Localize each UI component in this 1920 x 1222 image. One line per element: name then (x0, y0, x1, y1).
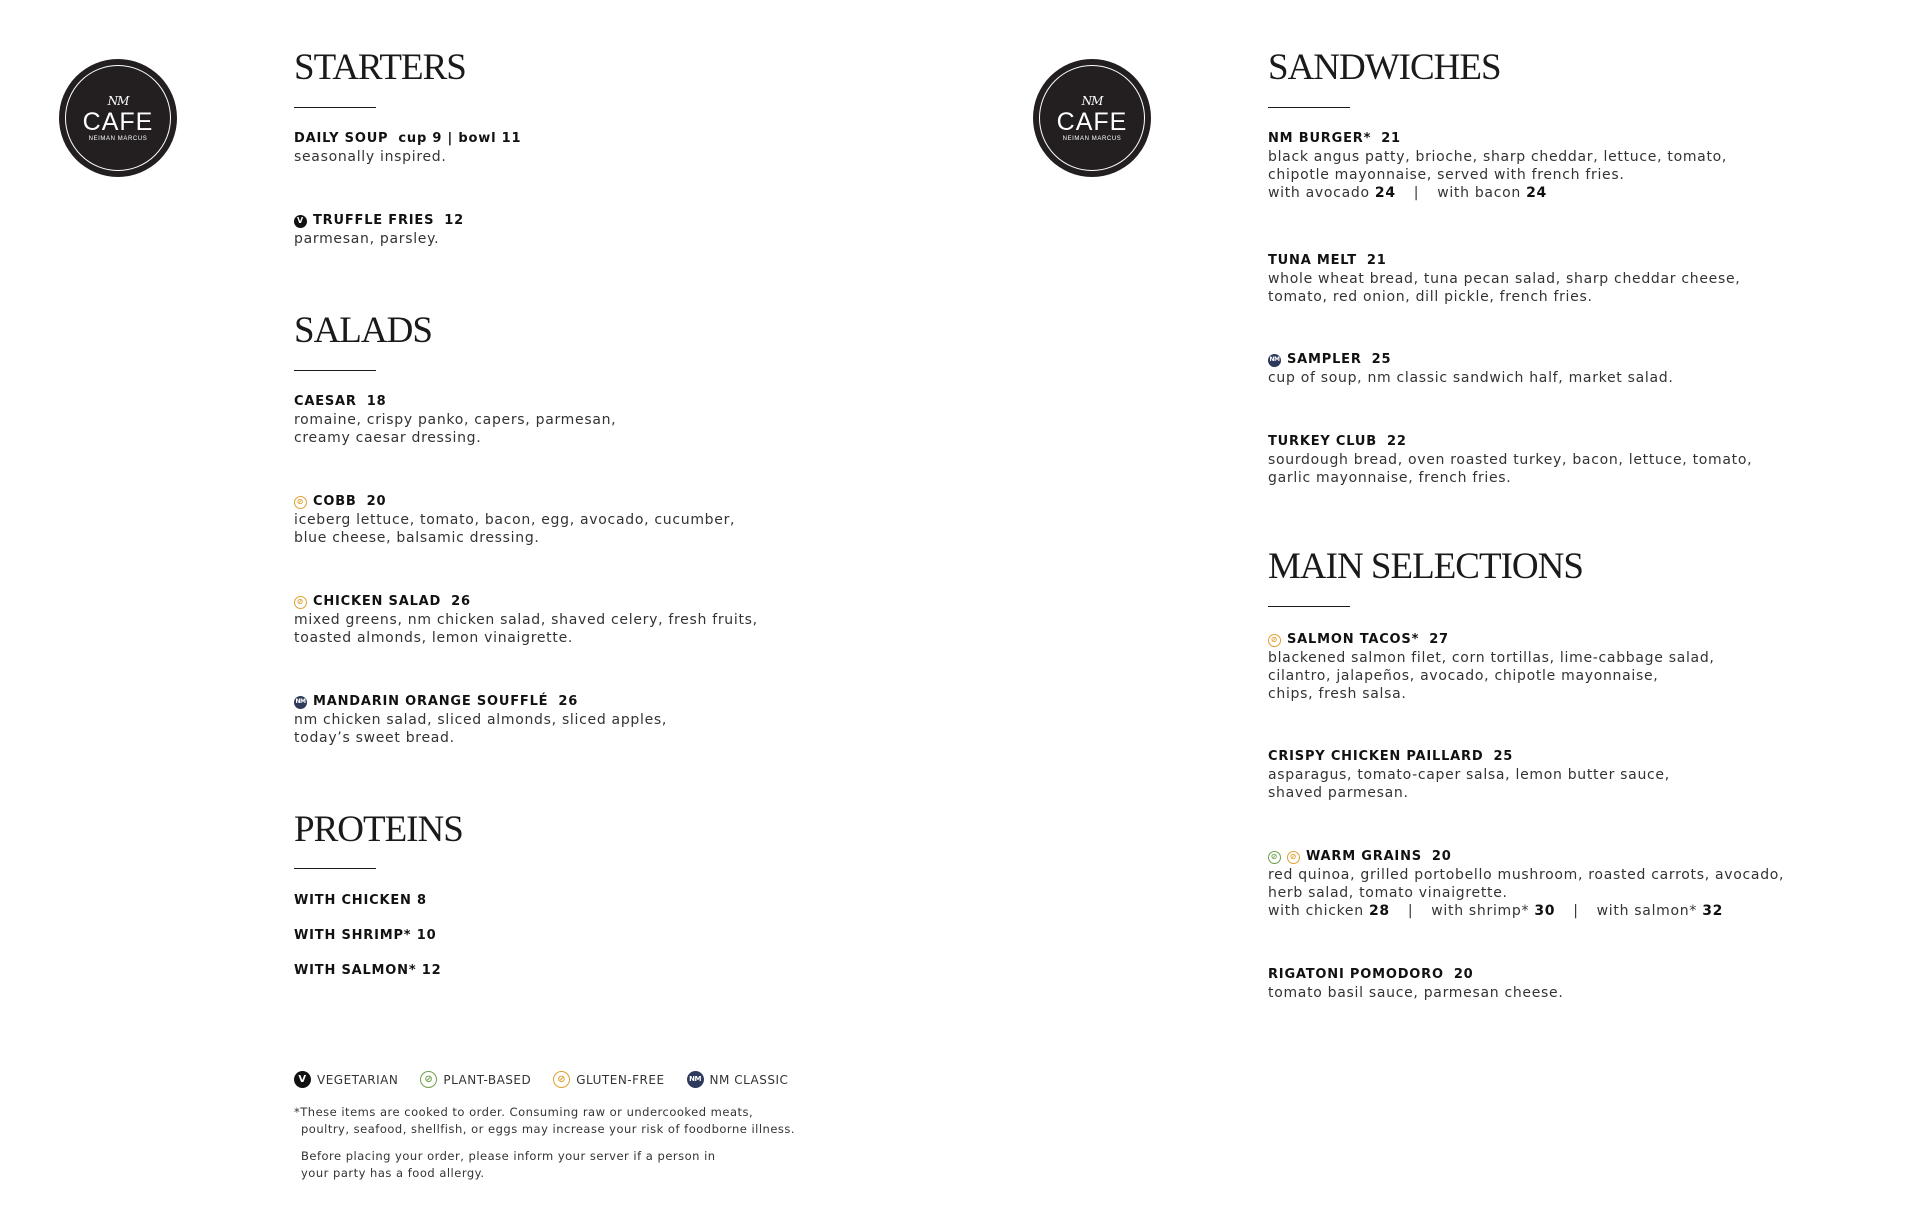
gluten-free-icon: ⊘ (553, 1071, 570, 1088)
menu-item-price: 25 (1371, 352, 1392, 367)
nm-classic-icon: NM (1268, 354, 1281, 367)
nm-classic-icon: NM (687, 1071, 704, 1088)
nm-classic-icon: NM (294, 696, 307, 709)
menu-item-name: COBB (313, 494, 357, 509)
protein-item: WITH CHICKEN 8 (294, 893, 427, 908)
menu-item-heading (1268, 252, 1740, 270)
menu-item-description: tomato, red onion, dill pickle, french fries. (1268, 289, 1593, 305)
starters-title: STARTERS (294, 47, 466, 88)
menu-item-name: NM BURGER* (1268, 131, 1372, 146)
menu-item (1268, 848, 1784, 920)
menu-item-price: 21 (1381, 131, 1401, 146)
legend-vegetarian: V VEGETARIAN (294, 1071, 398, 1088)
logo-ring (1039, 65, 1145, 171)
plant-based-icon: ⊘ (420, 1071, 437, 1088)
logo-monogram: NM (1081, 93, 1103, 108)
menu-item-price: 12 (444, 213, 464, 228)
addon-price: 24 (1374, 185, 1396, 201)
allergy-notice: Before placing your order, please inform your server if a person in your party has a food allergy. (301, 1149, 716, 1180)
addon-separator: | (1573, 903, 1579, 919)
menu-item-description: herb salad, tomato vinaigrette. (1268, 885, 1508, 901)
logo-word: CAFE (82, 107, 154, 136)
legend-plant-based: ⊘ PLANT-BASED (420, 1071, 531, 1088)
menu-item-name: TURKEY CLUB (1268, 434, 1377, 449)
logo-monogram: NM (107, 93, 129, 108)
menu-item-description: nm chicken salad, sliced almonds, sliced apples, (294, 712, 668, 728)
menu-item-name: CRISPY CHICKEN PAILLARD (1268, 749, 1484, 764)
menu-item-heading (1268, 848, 1784, 866)
menu-item-description: mixed greens, nm chicken salad, shaved celery, fresh fruits, (294, 612, 758, 628)
menu-item-price: 22 (1386, 434, 1407, 449)
addon-price: 30 (1534, 903, 1556, 919)
menu-item-description: chipotle mayonnaise, served with french fries. (1268, 167, 1625, 183)
menu-item-name: TRUFFLE FRIES (313, 213, 435, 228)
addon-price: 24 (1526, 185, 1547, 201)
menu-item-heading (1268, 631, 1715, 649)
logo-subtitle: NEIMAN MARCUS (88, 135, 148, 142)
menu-item-name: WARM GRAINS (1306, 849, 1422, 864)
menu-item-name: CAESAR (294, 394, 357, 409)
menu-item-heading (294, 693, 667, 711)
menu-item-description: cilantro, jalapeños, avocado, chipotle mayonnaise, (1268, 668, 1659, 684)
sandwiches-divider (1268, 107, 1350, 108)
logo-word: CAFE (1056, 107, 1128, 136)
menu-item-heading (1268, 130, 1727, 148)
menu-item-addons (1268, 902, 1784, 920)
menu-item-name: MANDARIN ORANGE SOUFFLÉ (313, 694, 549, 709)
menu-item-heading (294, 130, 521, 148)
menu-item (294, 493, 735, 547)
menu-item (1268, 631, 1715, 703)
menu-item-description: romaine, crispy panko, capers, parmesan, (294, 412, 617, 428)
menu-item-price: 18 (366, 394, 387, 409)
logo-subtitle: NEIMAN MARCUS (1062, 135, 1122, 142)
addon-label: with chicken (1268, 903, 1364, 919)
menu-item-heading (1268, 433, 1752, 451)
addon-label: with avocado (1268, 185, 1370, 201)
mains-title: MAIN SELECTIONS (1268, 546, 1583, 587)
menu-item-name: DAILY SOUP (294, 131, 389, 146)
menu-item (1268, 130, 1727, 202)
legend-gluten-free: ⊘ GLUTEN-FREE (553, 1071, 664, 1088)
menu-item-name: TUNA MELT (1268, 253, 1357, 268)
menu-item-description: creamy caesar dressing. (294, 430, 482, 446)
salads-title: SALADS (294, 310, 432, 351)
menu-item-name: RIGATONI POMODORO (1268, 967, 1444, 982)
menu-item-description: chips, fresh salsa. (1268, 686, 1407, 702)
addon-label: with bacon (1437, 185, 1521, 201)
menu-item-price: 20 (366, 494, 387, 509)
gluten-free-icon: ⊘ (1268, 634, 1281, 647)
menu-item-price: 20 (1453, 967, 1474, 982)
cafe-logo-left (59, 59, 177, 177)
menu-item-price: 27 (1429, 632, 1449, 647)
menu-item-description: shaved parmesan. (1268, 785, 1409, 801)
menu-item (294, 130, 521, 166)
addon-separator: | (1407, 903, 1414, 919)
protein-item: WITH SALMON* 12 (294, 963, 442, 978)
menu-item (1268, 252, 1740, 306)
menu-item-heading (294, 393, 616, 411)
menu-item-name: SAMPLER (1287, 352, 1362, 367)
menu-item (1268, 748, 1670, 802)
menu-item-description: whole wheat bread, tuna pecan salad, sharp cheddar cheese, (1268, 271, 1741, 287)
menu-item-description: red quinoa, grilled portobello mushroom, roasted carrots, avocado, (1268, 867, 1785, 883)
mains-divider (1268, 606, 1350, 607)
addon-label: with shrimp* (1431, 903, 1530, 919)
menu-item-description: cup of soup, nm classic sandwich half, market salad. (1268, 370, 1674, 386)
starters-divider (294, 107, 376, 108)
gluten-free-icon: ⊘ (1287, 851, 1300, 864)
menu-item-heading (1268, 351, 1674, 369)
menu-item-description: blackened salmon filet, corn tortillas, lime-cabbage salad, (1268, 650, 1715, 666)
gluten-free-icon: ⊘ (294, 596, 307, 609)
addon-separator: | (1413, 185, 1420, 201)
addon-label: with salmon* (1596, 903, 1698, 919)
menu-item-price: 26 (558, 694, 579, 709)
menu-item (294, 212, 464, 248)
menu-item-description: iceberg lettuce, tomato, bacon, egg, avocado, cucumber, (294, 512, 736, 528)
addon-price: 28 (1368, 903, 1390, 919)
menu-item-heading (294, 493, 735, 511)
logo-ring (65, 65, 171, 171)
menu-item-description: parmesan, parsley. (294, 231, 440, 247)
menu-item-description: black angus patty, brioche, sharp cheddar, lettuce, tomato, (1268, 149, 1728, 165)
menu-item-name: SALMON TACOS* (1287, 632, 1420, 647)
menu-item-price: 25 (1493, 749, 1514, 764)
vegetarian-icon: V (294, 215, 307, 228)
menu-item (1268, 351, 1674, 387)
addon-price: 32 (1702, 903, 1724, 919)
menu-item-heading (294, 593, 758, 611)
menu-item (1268, 433, 1752, 487)
menu-item-heading (294, 212, 464, 230)
menu-item-price: 20 (1431, 849, 1452, 864)
cafe-logo-right (1033, 59, 1151, 177)
dietary-legend (294, 1071, 788, 1088)
menu-item-heading (1268, 748, 1670, 766)
menu-item-description: asparagus, tomato-caper salsa, lemon butter sauce, (1268, 767, 1670, 783)
gluten-free-icon: ⊘ (294, 496, 307, 509)
menu-item-price: 21 (1366, 253, 1387, 268)
menu-item-price: 26 (451, 594, 471, 609)
raw-food-notice: *These items are cooked to order. Consuming raw or undercooked meats, poultry, seafood, shellfish, or eggs may increase your risk of foodborne illness. (294, 1105, 796, 1136)
menu-item-price: cup 9 | bowl 11 (398, 131, 522, 146)
menu-item (294, 693, 667, 747)
legend-nm-classic: NM NM CLASSIC (687, 1071, 789, 1088)
salads-divider (294, 370, 376, 371)
menu-item (294, 393, 616, 447)
menu-item-description: sourdough bread, oven roasted turkey, bacon, lettuce, tomato, (1268, 452, 1753, 468)
proteins-divider (294, 868, 376, 869)
menu-item-heading (1268, 966, 1564, 984)
vegetarian-icon: V (294, 1071, 311, 1088)
menu-item (1268, 966, 1564, 1002)
plant-based-icon: ⊘ (1268, 851, 1281, 864)
menu-item-description: toasted almonds, lemon vinaigrette. (294, 630, 574, 646)
menu-item-addons (1268, 184, 1727, 202)
menu-item (294, 593, 758, 647)
proteins-title: PROTEINS (294, 809, 463, 850)
sandwiches-title: SANDWICHES (1268, 47, 1501, 88)
menu-item-name: CHICKEN SALAD (313, 594, 442, 609)
menu-item-description: blue cheese, balsamic dressing. (294, 530, 540, 546)
menu-item-description: garlic mayonnaise, french fries. (1268, 470, 1512, 486)
menu-item-description: tomato basil sauce, parmesan cheese. (1268, 985, 1564, 1001)
menu-item-description: today’s sweet bread. (294, 730, 455, 746)
protein-item: WITH SHRIMP* 10 (294, 928, 437, 943)
menu-item-description: seasonally inspired. (294, 149, 447, 165)
